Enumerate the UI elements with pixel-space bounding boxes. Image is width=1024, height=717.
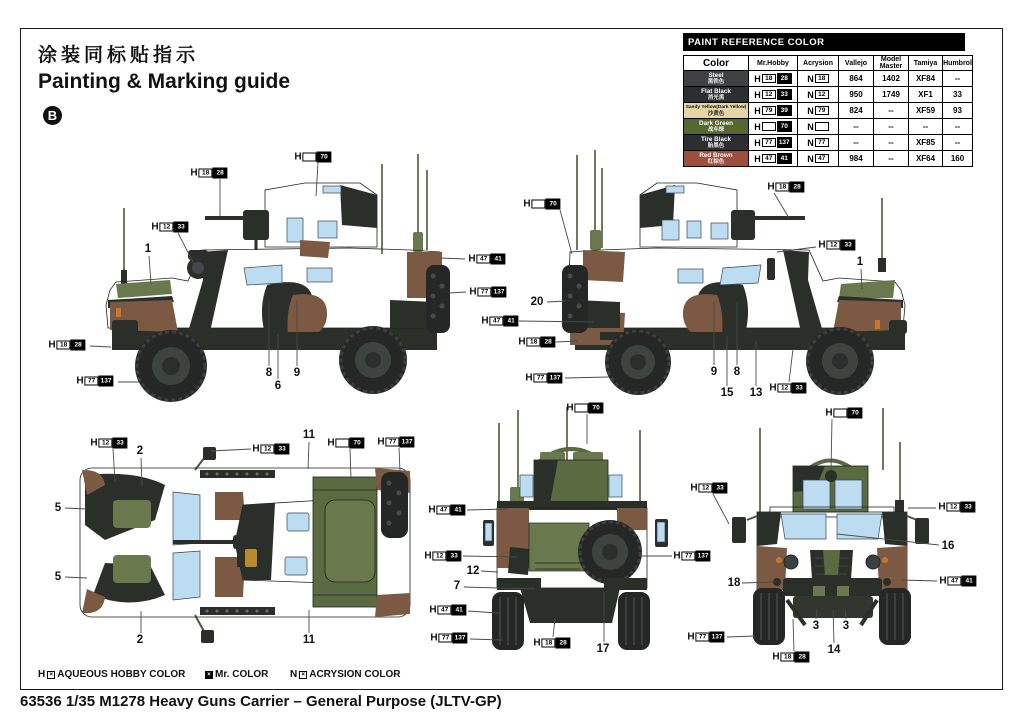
windshield-top [173, 492, 200, 600]
model-master-cell: -- [874, 151, 909, 167]
mr-hobby-cell: H 77 137 [749, 135, 798, 151]
paint-callout: H 18 28 [48, 340, 85, 351]
legend-label: ACRYSION COLOR [309, 669, 401, 680]
rear-wheel [605, 329, 671, 395]
humbrol-cell: -- [943, 71, 973, 87]
paint-callout: H 47 41 [939, 576, 976, 587]
tamiya-cell: XF85 [909, 135, 943, 151]
column-header: Model Master [874, 56, 909, 71]
color-swatch [684, 135, 749, 151]
machine-gun [205, 210, 269, 250]
tamiya-cell: XF59 [909, 103, 943, 119]
part-number-callout: 1 [144, 243, 152, 255]
vallejo-cell: 864 [839, 71, 874, 87]
color-name: Steel [708, 72, 724, 79]
part-number-callout: 16 [941, 540, 955, 552]
mirror [767, 258, 775, 280]
part-number-callout: 5 [54, 502, 62, 514]
paint-callout: H 18 28 [518, 337, 555, 348]
windshield-front [781, 514, 882, 539]
page-title-english: Painting & Marking guide [38, 70, 291, 93]
spare-tire-top [381, 472, 408, 538]
humbrol-cell: 33 [943, 87, 973, 103]
acrysion-cell: N 79 [798, 103, 839, 119]
legend-label: Mr. COLOR [215, 669, 269, 680]
part-number-callout: 11 [302, 634, 316, 646]
turret [265, 183, 377, 258]
part-number-callout: 14 [827, 644, 841, 656]
paint-row [684, 135, 973, 151]
checkbox-icon: × [299, 671, 307, 679]
color-name-chinese: 红棕色 [707, 159, 725, 165]
paint-reference-table [683, 33, 972, 167]
color-swatch [684, 71, 749, 87]
door-window [307, 268, 332, 282]
paint-callout: H 77 137 [687, 632, 724, 643]
vallejo-cell: -- [839, 135, 874, 151]
color-name-chinese: 消光黑 [707, 95, 725, 101]
part-number-callout: 1 [856, 256, 864, 268]
paint-callout: H 12 33 [90, 438, 127, 449]
turret-front [793, 466, 868, 512]
mr-hobby-cell: H 12 33 [749, 87, 798, 103]
paint-callout: H 12 33 [151, 222, 188, 233]
part-number-callout: 11 [302, 429, 316, 441]
vallejo-cell: 824 [839, 103, 874, 119]
color-name-chinese: 胎黑色 [707, 143, 725, 149]
paint-callout: H 18 28 [767, 182, 804, 193]
mr-hobby-cell: H 79 39 [749, 103, 798, 119]
paint-callout: H 47 41 [481, 316, 518, 327]
tamiya-cell: -- [909, 119, 943, 135]
vehicle-view-rear [480, 405, 695, 665]
humbrol-cell: -- [943, 135, 973, 151]
color-name-chinese: 沙黄色 [707, 111, 725, 117]
acrysion-cell: N 47 [798, 151, 839, 167]
color-name: Tire Black [701, 136, 731, 143]
door-window [678, 269, 703, 283]
front-wheel [135, 330, 207, 402]
color-swatch [684, 119, 749, 135]
vehicle-view-right-side [545, 150, 985, 400]
part-number-callout: 2 [136, 634, 144, 646]
paint-callout: H 70 [294, 152, 331, 163]
color-name-chinese: 黑铁色 [707, 79, 725, 85]
checkbox-icon: × [47, 671, 55, 679]
humbrol-cell: 93 [943, 103, 973, 119]
vehicle-view-left-side [60, 150, 455, 405]
column-header: Color [684, 56, 749, 71]
paint-callout: H 12 33 [690, 483, 727, 494]
part-number-callout: 7 [453, 580, 461, 592]
turret-rear [520, 460, 622, 504]
paint-callout: H 18 28 [190, 168, 227, 179]
paint-callout: H 18 28 [772, 652, 809, 663]
part-number-callout: 5 [54, 571, 62, 583]
rear-deck [313, 477, 377, 607]
checkbox-icon: × [205, 671, 213, 679]
legend-acrysion [290, 669, 401, 680]
rear-upper-brown [583, 250, 625, 282]
paint-callout: H 77 137 [673, 551, 710, 562]
title-block [38, 40, 290, 94]
color-name-chinese: 战车绿 [707, 127, 725, 133]
part-number-callout: 3 [812, 620, 820, 632]
spare-tire [426, 265, 450, 333]
paint-callout: H 77 137 [430, 633, 467, 644]
paint-table-header-row [684, 56, 973, 71]
part-number-callout: 12 [466, 565, 480, 577]
paint-callout: H 47 41 [429, 605, 466, 616]
spare-tire-rear [578, 520, 642, 584]
paint-callout: H 12 33 [424, 551, 461, 562]
acrysion-cell: N [798, 119, 839, 135]
part-number-callout: 9 [710, 366, 718, 378]
paint-callout: H 12 33 [818, 240, 855, 251]
spare-tire [562, 265, 588, 333]
paint-callout: H 47 41 [468, 254, 505, 265]
acrysion-cell: N 18 [798, 71, 839, 87]
model-master-cell: 1749 [874, 87, 909, 103]
color-name: Flat Black [701, 88, 731, 95]
part-number-callout: 18 [727, 577, 741, 589]
vallejo-cell: -- [839, 119, 874, 135]
color-system-legend [0, 669, 1024, 685]
color-swatch [684, 87, 749, 103]
paint-row [684, 87, 973, 103]
column-header: Mr.Hobby [749, 56, 798, 71]
paint-row [684, 119, 973, 135]
vallejo-cell: 950 [839, 87, 874, 103]
legend-prefix: H [38, 669, 46, 680]
paint-callout: H 70 [825, 408, 862, 419]
paint-callout: H 12 33 [769, 383, 806, 394]
section-badge: B [43, 106, 62, 125]
column-header: Vallejo [839, 56, 874, 71]
paint-callout: H 77 137 [469, 287, 506, 298]
kit-title: 63536 1/35 M1278 Heavy Guns Carrier – General Purpose (JLTV-GP) [20, 693, 502, 710]
paint-callout: H 47 41 [428, 505, 465, 516]
part-number-callout: 6 [274, 380, 282, 392]
color-swatch [684, 103, 749, 119]
mr-hobby-cell: H 70 [749, 119, 798, 135]
part-number-callout: 20 [530, 296, 544, 308]
color-name: Red Brown [699, 152, 733, 159]
tamiya-cell: XF64 [909, 151, 943, 167]
part-number-callout: 13 [749, 387, 763, 399]
paint-callout: H 70 [327, 438, 364, 449]
mud-flap [508, 547, 530, 575]
part-number-callout: 3 [842, 620, 850, 632]
model-master-cell: -- [874, 135, 909, 151]
mr-hobby-cell: H 47 41 [749, 151, 798, 167]
column-header: Tamiya [909, 56, 943, 71]
vallejo-cell: 984 [839, 151, 874, 167]
part-number-callout: 15 [720, 387, 734, 399]
front-bumper [889, 320, 907, 334]
turret [640, 183, 737, 247]
color-name: Sandy Yellow(Dark Yellow) [685, 105, 747, 110]
front-wheel [806, 327, 874, 395]
acrysion-cell: N 12 [798, 87, 839, 103]
legend-prefix: N [290, 669, 298, 680]
paint-row [684, 71, 973, 87]
rear-wheel [339, 326, 407, 394]
paint-callout: H 18 28 [533, 638, 570, 649]
mr-hobby-cell: H 18 28 [749, 71, 798, 87]
part-number-callout: 9 [293, 367, 301, 379]
windshield [720, 265, 761, 285]
part-number-callout: 17 [596, 643, 610, 655]
paint-callout: H 70 [523, 199, 560, 210]
machine-gun [731, 210, 805, 240]
paint-callout: H 77 137 [525, 373, 562, 384]
headlight-pod [187, 250, 209, 279]
model-master-cell: 1402 [874, 71, 909, 87]
paint-callout: H 12 33 [938, 502, 975, 513]
paint-callout: H 70 [566, 403, 603, 414]
legend-aqueous [38, 669, 185, 680]
vehicle-view-front [725, 400, 980, 668]
part-number-callout: 8 [733, 366, 741, 378]
model-master-cell: -- [874, 103, 909, 119]
paint-callout: H 77 137 [76, 376, 113, 387]
part-number-callout: 8 [265, 367, 273, 379]
vehicle-view-top [75, 445, 420, 655]
left-fender-brown [757, 546, 787, 590]
tamiya-cell: XF1 [909, 87, 943, 103]
paint-row [684, 103, 973, 119]
humbrol-cell: 160 [943, 151, 973, 167]
paint-callout: H 77 137 [377, 437, 414, 448]
paint-table-title: PAINT REFERENCE COLOR [683, 33, 965, 51]
tamiya-cell: XF84 [909, 71, 943, 87]
page-title-chinese: 涂装同标贴指示 [38, 45, 200, 66]
humbrol-cell: -- [943, 119, 973, 135]
legend-label: AQUEOUS HOBBY COLOR [57, 669, 186, 680]
model-master-cell: -- [874, 119, 909, 135]
acrysion-cell: N 77 [798, 135, 839, 151]
legend-mr-color [205, 669, 268, 680]
color-name: Dark Green [699, 120, 733, 127]
column-header: Humbrol [943, 56, 973, 71]
part-number-callout: 2 [136, 445, 144, 457]
paint-callout: H 12 33 [252, 444, 289, 455]
windshield [244, 265, 282, 285]
column-header: Acrysion [798, 56, 839, 71]
front-bumper [112, 320, 138, 334]
